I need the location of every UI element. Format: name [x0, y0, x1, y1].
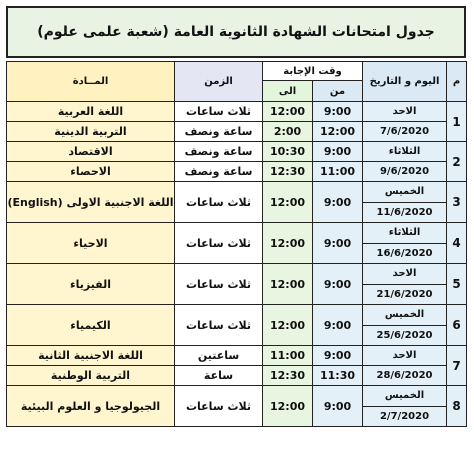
- exam-day: الخميس: [384, 390, 425, 402]
- table-row: [7, 142, 467, 162]
- time-to: 12:30: [263, 366, 313, 386]
- exam-subject: التربية الدينية: [7, 122, 175, 142]
- time-from: 9:00: [313, 305, 363, 346]
- exam-day-date: [363, 305, 447, 346]
- table-row: [7, 346, 467, 366]
- exam-day: الخميس: [384, 186, 425, 198]
- table-row: [7, 264, 467, 305]
- time-from: 11:30: [313, 366, 363, 386]
- exam-date: 2/7/2020: [363, 406, 446, 427]
- exam-date: 21/6/2020: [363, 284, 446, 305]
- exam-date: 16/6/2020: [363, 243, 446, 264]
- exam-number: 7: [447, 346, 467, 386]
- exam-duration: ثلاث ساعات: [175, 223, 263, 264]
- exam-day-date: [363, 182, 447, 223]
- exam-day: الاحد: [392, 106, 417, 117]
- time-to: 2:00: [263, 122, 313, 142]
- exam-number: 4: [447, 223, 467, 264]
- exam-date: 28/6/2020: [363, 365, 446, 385]
- time-to: 12:00: [263, 223, 313, 264]
- exam-subject: التربية الوطنية: [7, 366, 175, 386]
- exam-duration: ساعة ونصف: [175, 142, 263, 162]
- time-from: 12:00: [313, 122, 363, 142]
- time-from: 9:00: [313, 223, 363, 264]
- time-to: 11:00: [263, 346, 313, 366]
- table-row: [7, 305, 467, 346]
- exam-duration: ساعة: [175, 366, 263, 386]
- exam-subject: الفيزياء: [7, 264, 175, 305]
- time-to: 12:00: [263, 182, 313, 223]
- header-duration: الزمن: [175, 62, 263, 102]
- time-to: 10:30: [263, 142, 313, 162]
- exam-subject: الكيمياء: [7, 305, 175, 346]
- header-day-date: اليوم و التاريخ: [363, 62, 447, 102]
- exam-date: 11/6/2020: [363, 202, 446, 223]
- exam-day-date: [363, 264, 447, 305]
- exam-day-date: [363, 386, 447, 427]
- header-to: الى: [263, 81, 313, 102]
- exam-subject: الاحصاء: [7, 162, 175, 182]
- time-to: 12:00: [263, 264, 313, 305]
- exam-subject: اللغة العربية: [7, 102, 175, 122]
- table-row: [7, 386, 467, 427]
- header-num: م: [447, 62, 467, 102]
- exam-day: الثلاثاء: [388, 227, 421, 239]
- exam-subject: اللغة الاجنبية الثانية: [7, 346, 175, 366]
- exam-subject: اللغة الاجنبية الاولى (English): [7, 182, 175, 223]
- table-row: [7, 182, 467, 223]
- exam-number: 5: [447, 264, 467, 305]
- exam-day-date: [363, 142, 447, 182]
- exam-date: 25/6/2020: [363, 325, 446, 346]
- schedule-body: [7, 102, 467, 427]
- exam-number: 8: [447, 386, 467, 427]
- exam-number: 3: [447, 182, 467, 223]
- time-to: 12:00: [263, 305, 313, 346]
- exam-duration: ثلاث ساعات: [175, 264, 263, 305]
- exam-duration: ثلاث ساعات: [175, 386, 263, 427]
- time-to: 12:00: [263, 102, 313, 122]
- exam-subject: الاحياء: [7, 223, 175, 264]
- exam-day-date: [363, 223, 447, 264]
- time-from: 9:00: [313, 142, 363, 162]
- time-to: 12:00: [263, 386, 313, 427]
- header-subject: المــادة: [7, 62, 175, 102]
- time-from: 9:00: [313, 346, 363, 366]
- exam-subject: الجيولوجيا و العلوم البيئية: [7, 386, 175, 427]
- exam-duration: ثلاث ساعات: [175, 182, 263, 223]
- schedule-table: [6, 61, 467, 427]
- exam-date: 7/6/2020: [363, 121, 446, 141]
- exam-duration: ثلاث ساعات: [175, 305, 263, 346]
- exam-day: الخميس: [384, 309, 425, 321]
- time-from: 11:00: [313, 162, 363, 182]
- exam-number: 1: [447, 102, 467, 142]
- time-from: 9:00: [313, 182, 363, 223]
- table-row: [7, 223, 467, 264]
- exam-duration: ثلاث ساعات: [175, 102, 263, 122]
- time-from: 9:00: [313, 386, 363, 427]
- exam-date: 9/6/2020: [363, 161, 446, 181]
- exam-duration: ساعتين: [175, 346, 263, 366]
- exam-schedule: [6, 6, 466, 456]
- time-from: 9:00: [313, 102, 363, 122]
- schedule-title: جدول امتحانات الشهادة الثانوية العامة (شعبة علمى علوم): [6, 6, 466, 58]
- header-from: من: [313, 81, 363, 102]
- exam-duration: ساعة ونصف: [175, 122, 263, 142]
- time-from: 9:00: [313, 264, 363, 305]
- exam-duration: ساعة ونصف: [175, 162, 263, 182]
- time-to: 12:30: [263, 162, 313, 182]
- exam-day-date: [363, 102, 447, 142]
- exam-subject: الاقتصاد: [7, 142, 175, 162]
- exam-day: الاحد: [392, 350, 417, 361]
- exam-day-date: [363, 346, 447, 386]
- exam-day: الثلاثاء: [388, 146, 421, 157]
- exam-day: الاحد: [392, 268, 417, 280]
- table-row: [7, 102, 467, 122]
- header-answer-time: وقت الإجابة: [263, 62, 363, 81]
- exam-number: 6: [447, 305, 467, 346]
- exam-number: 2: [447, 142, 467, 182]
